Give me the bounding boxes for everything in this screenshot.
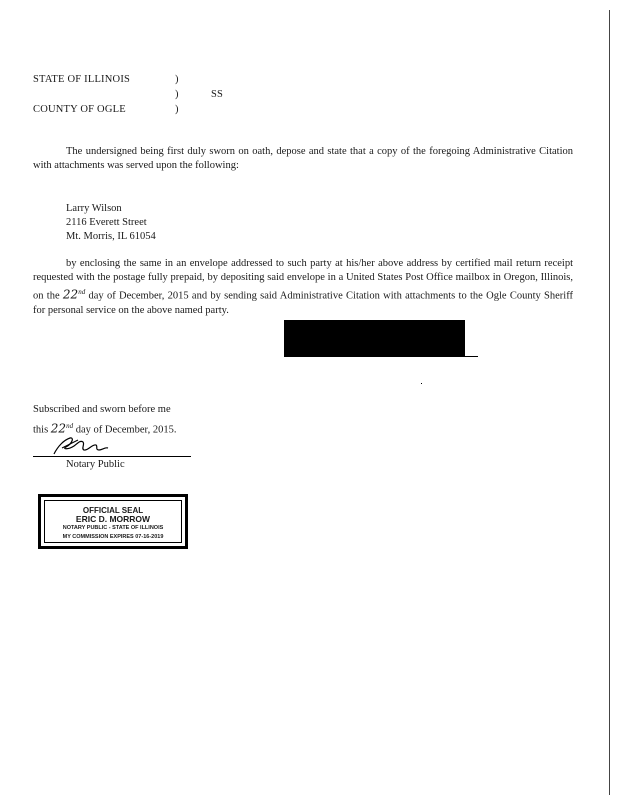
jurat-day-text: day of December, 2015.	[73, 424, 177, 436]
seal-state: NOTARY PUBLIC - STATE OF ILLINOIS	[62, 525, 164, 531]
scan-speck	[421, 383, 422, 384]
venue-paren-2: )	[175, 89, 179, 100]
body-part-2: day of December, 2015 and by sending said Administrative Citation with attachments to the Ogle County Sheriff for personal service on the above named party.	[33, 290, 574, 316]
jurat-this: this	[33, 424, 51, 436]
seal-notary-name: ERIC D. MORROW	[75, 514, 151, 524]
notary-public-label: Notary Public	[66, 459, 125, 470]
venue-paren-1: )	[175, 74, 179, 85]
handwritten-day: 22	[62, 287, 79, 302]
seal-expiration: MY COMMISSION EXPIRES 07-16-2019	[62, 534, 164, 540]
affidavit-intro: The undersigned being first duly sworn on oath, depose and state that a copy of the foregoing Administrative Citation with attachments was served upon the following:	[33, 146, 573, 171]
venue-ss-row	[33, 87, 224, 102]
handwritten-day-suffix: nd	[78, 288, 86, 296]
body-part-1: by enclosing the same in an envelope addressed to such party at his/her above address by certified mail return receipt requested with the postage fully prepaid, by depositing said envelope in a United States Post Office mailbox in Oregon, Illinois, on the	[33, 258, 573, 302]
venue-county-row	[33, 102, 179, 117]
jurat-subscribed: Subscribed and sworn before me	[33, 404, 171, 415]
jurat-handwritten-day: 22	[50, 421, 67, 436]
notary-signature-line	[33, 456, 191, 457]
jurat-handwritten-suffix: nd	[66, 422, 74, 430]
recipient-street: 2116 Everett Street	[66, 217, 147, 228]
venue-block	[33, 72, 224, 117]
venue-state: STATE OF ILLINOIS	[33, 74, 131, 85]
venue-county: COUNTY OF OGLE	[33, 104, 126, 115]
redacted-signature	[284, 320, 465, 357]
venue-paren-3: )	[175, 104, 179, 115]
notary-signature-icon	[48, 434, 138, 456]
scan-edge-line	[609, 10, 610, 795]
affidavit-body	[33, 257, 573, 318]
seal-title: OFFICIAL SEAL	[82, 506, 144, 515]
official-seal-stamp	[38, 494, 188, 549]
recipient-name: Larry Wilson	[66, 203, 122, 214]
recipient-city: Mt. Morris, IL 61054	[66, 231, 156, 242]
recipient-address	[66, 202, 156, 244]
seal-inner-border	[44, 500, 182, 543]
venue-ss: SS	[211, 89, 224, 100]
affiant-signature-line	[284, 356, 478, 357]
venue-state-row	[33, 72, 179, 87]
